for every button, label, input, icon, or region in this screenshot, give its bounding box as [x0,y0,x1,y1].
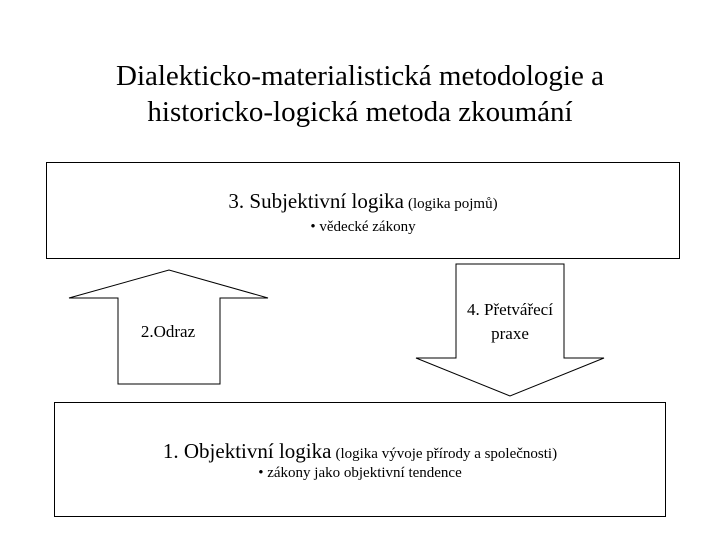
subjective-logic-paren: (logika pojmů) [408,196,498,212]
objective-logic-paren: (logika vývoje přírody a společnosti) [335,446,558,462]
praxis-label-line-2: praxe [491,324,529,343]
title-line-2: historicko-logická metoda zkoumání [147,96,573,128]
subjective-logic-heading [47,189,679,214]
subjective-logic-bullet: • vědecké zákony [310,219,416,235]
reflection-label: 2.Odraz [140,322,196,341]
praxis-label [454,298,566,346]
subjective-logic-box [46,162,680,259]
objective-logic-label: 1. Objektivní logika [162,439,332,463]
praxis-label-line-1: 4. Přetvářecí [467,300,553,319]
objective-logic-bullet: • zákony jako objektivní tendence [258,465,462,481]
objective-logic-box [54,402,666,517]
objective-logic-heading [55,439,665,464]
subjective-logic-label: 3. Subjektivní logika [228,189,404,213]
title-line-1: Dialekticko-materialistická metodologie a [116,60,604,92]
